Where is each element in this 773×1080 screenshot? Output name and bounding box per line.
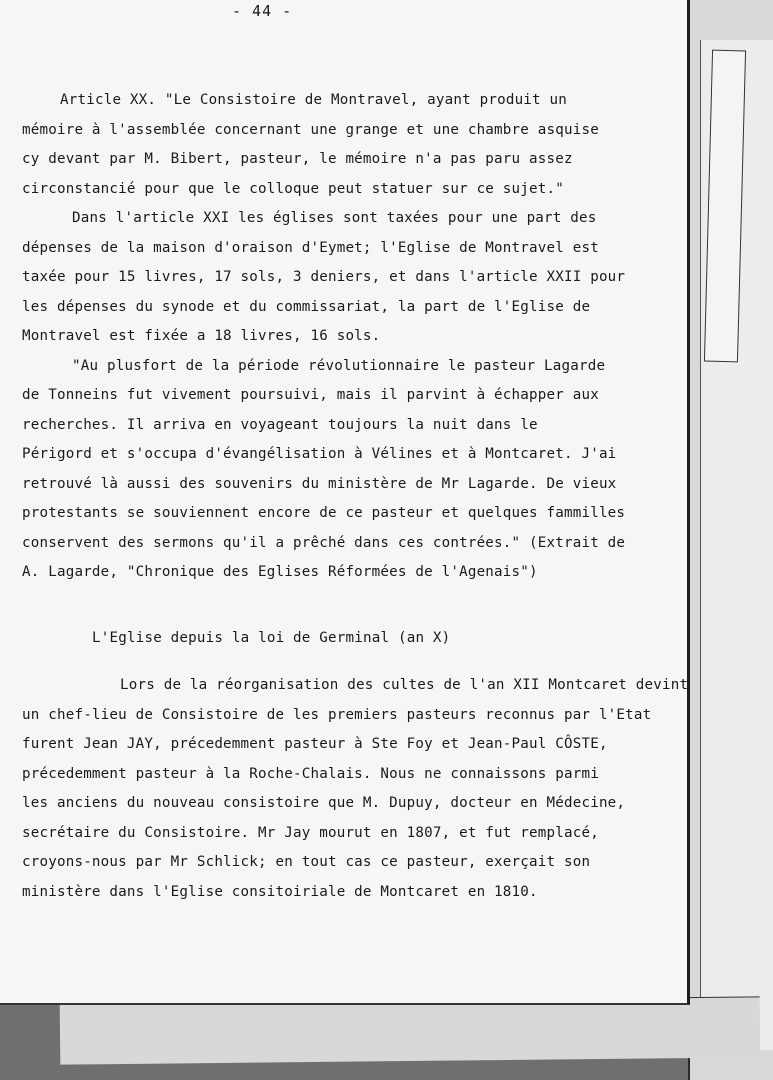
text-line: Montravel est fixée a 18 livres, 16 sols.: [22, 328, 381, 344]
text-line: les dépenses du synode et du commissariat, la part de l'Eglise de: [22, 298, 591, 315]
text-line: furent Jean JAY, précedemment pasteur à Ste Foy et Jean-Paul CÔSTE,: [22, 736, 608, 752]
text-line: secrétaire du Consistoire. Mr Jay mourut en 1807, et fut remplacé,: [22, 824, 599, 841]
paragraph-germinal: [22, 671, 689, 907]
text-line: taxée pour 15 livres, 17 sols, 3 deniers, et dans l'article XXII pour: [22, 269, 626, 285]
text-line: un chef-lieu de Consistoire de les premiers pasteurs reconnus par l'Etat: [22, 706, 652, 723]
curled-page-edge: [60, 996, 761, 1064]
text-line: Article XX. "Le Consistoire de Montravel, ayant produit un: [60, 92, 568, 108]
paragraph-article-xxi: [22, 204, 672, 352]
text-line: circonstancié pour que le colloque peut statuer sur ce sujet.": [22, 180, 564, 197]
text-line: recherches. Il arriva en voyageant toujours la nuit dans le: [22, 416, 538, 433]
section-heading: L'Eglise depuis la loi de Germinal (an X): [92, 629, 451, 646]
text-line: conservent des sermons qu'il a prêché dans ces contrées." (Extrait de: [22, 534, 626, 551]
text-line: retrouvé là aussi des souvenirs du ministère de Mr Lagarde. De vieux: [22, 475, 617, 492]
paragraph-article-xx: [22, 86, 672, 204]
text-line: A. Lagarde, "Chronique des Eglises Réformées de l'Agenais"): [22, 564, 538, 580]
text-line: "Au plusfort de la période révolutionnaire le pasteur Lagarde: [72, 357, 606, 374]
text-line: dépenses de la maison d'oraison d'Eymet; l'Eglise de Montravel est: [22, 239, 599, 256]
text-line: Périgord et s'occupa d'évangélisation à Vélines et à Montcaret. J'ai: [22, 446, 617, 462]
text-line: Dans l'article XXI les églises sont taxées pour une part des: [72, 210, 597, 226]
text-line: cy devant par M. Bibert, pasteur, le mémoire n'a pas paru assez: [22, 151, 573, 167]
text-line: croyons-nous par Mr Schlick; en tout cas ce pasteur, exerçait son: [22, 854, 591, 870]
text-line: protestants se souviennent encore de ce pasteur et quelques fammilles: [22, 505, 626, 521]
text-line: Lors de la réorganisation des cultes de l'an XII Montcaret devint: [120, 677, 689, 693]
text-line: mémoire à l'assemblée concernant une grange et une chambre asquise: [22, 121, 599, 138]
text-line: de Tonneins fut vivement poursuivi, mais il parvint à échapper aux: [22, 387, 599, 403]
page-body: [22, 86, 689, 907]
paragraph-periode-revolutionnaire: [22, 352, 672, 588]
page-number: - 44 -: [232, 2, 293, 20]
text-line: précedemment pasteur à la Roche-Chalais. Nous ne connaissons parmi: [22, 765, 599, 782]
text-line: ministère dans l'Eglise consitoiriale de Montcaret en 1810.: [22, 883, 538, 900]
text-line: les anciens du nouveau consistoire que M. Dupuy, docteur en Médecine,: [22, 795, 626, 811]
